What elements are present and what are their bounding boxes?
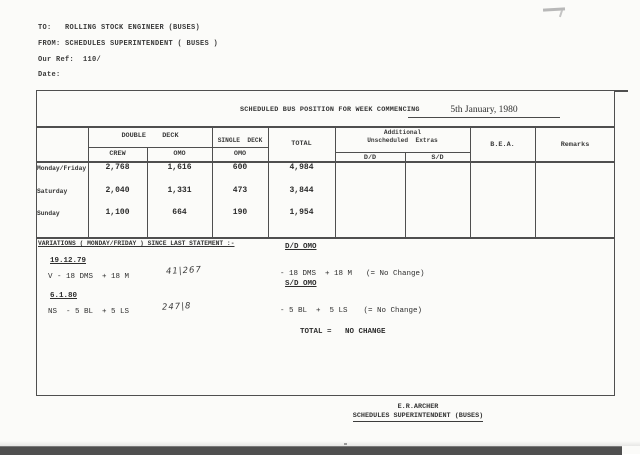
row-label: Sunday (37, 210, 60, 217)
subheader-sd-extra: S/D (431, 154, 444, 162)
signature-name: E.R.ARCHER (397, 403, 439, 411)
row-label: Saturday (37, 188, 68, 195)
subheader-dd-omo: OMO (173, 150, 186, 158)
summary-dd-heading: D/D OMO (285, 243, 317, 251)
week-commencing-field (408, 99, 560, 118)
header-remarks: Remarks (560, 141, 590, 149)
cell-crew: 2,040 (105, 186, 130, 195)
cell-sd-omo: 600 (232, 163, 248, 172)
scan-artifact-speck (559, 10, 563, 17)
memo-from-line: FROM: SCHEDULES SUPERINTENDENT ( BUSES ) (38, 40, 219, 48)
cell-total: 3,844 (289, 186, 314, 195)
cell-dd-omo: 664 (172, 208, 187, 217)
signature-title (343, 412, 493, 422)
week-commencing-date: 5th January, 1980 (450, 105, 518, 115)
scan-artifact-dot (344, 443, 347, 445)
variation-entry-text: V - 18 DMS + 18 M (48, 273, 130, 281)
row-label: Monday/Friday (37, 165, 87, 172)
header-double-deck: DOUBLE DECK (121, 132, 179, 140)
subheader-crew: CREW (109, 150, 126, 158)
variations-heading: VARIATIONS ( MONDAY/FRIDAY ) SINCE LAST STATEMENT :- (38, 240, 235, 247)
cell-crew: 2,768 (105, 163, 130, 172)
subheader-dd-extra: D/D (363, 154, 377, 162)
grid-line (405, 152, 406, 237)
header-single-deck: SINGLE DECK (217, 137, 263, 144)
summary-dd-note: (= No Change) (366, 270, 425, 278)
handwritten-note: 247|8 (161, 301, 192, 313)
cell-sd-omo: 190 (232, 208, 248, 217)
summary-sd-heading: S/D OMO (285, 280, 317, 288)
grid-line (36, 237, 615, 239)
summary-total-line: TOTAL = NO CHANGE (300, 328, 386, 336)
cell-sd-omo: 473 (232, 186, 248, 195)
cell-total: 1,954 (289, 208, 314, 217)
form-title: SCHEDULED BUS POSITION FOR WEEK COMMENCING (240, 106, 420, 114)
memo-to-line: TO: ROLLING STOCK ENGINEER (BUSES) (38, 24, 201, 32)
header-extras-line2: Unscheduled Extras (367, 137, 438, 144)
cell-crew: 1,100 (105, 208, 130, 217)
header-total: TOTAL (291, 140, 312, 148)
header-bea: B.E.A. (490, 141, 515, 149)
subheader-sd-omo: OMO (233, 150, 247, 158)
cell-dd-omo: 1,616 (167, 163, 192, 172)
memo-date-line: Date: (38, 71, 61, 79)
grid-line (88, 126, 89, 237)
summary-dd-change: - 18 DMS + 18 M (280, 270, 353, 278)
handwritten-note: 41|267 (165, 265, 203, 277)
summary-sd-change: - 5 BL + 5 LS (280, 307, 348, 315)
summary-sd-note: (= No Change) (363, 307, 423, 315)
memo-ref-line: Our Ref: 110/ (38, 56, 102, 64)
grid-line (335, 152, 470, 153)
variation-entry-date: 19.12.79 (50, 257, 87, 265)
signature-title-text: SCHEDULES SUPERINTENDENT (BUSES) (352, 412, 484, 420)
cell-total: 4,984 (289, 163, 314, 172)
cell-dd-omo: 1,331 (167, 186, 192, 195)
grid-line (36, 126, 615, 128)
grid-line (88, 147, 268, 148)
scan-line-overshoot (615, 90, 628, 92)
variation-entry-text: NS - 5 BL + 5 LS (48, 308, 130, 316)
variation-entry-date: 6.1.80 (50, 292, 78, 300)
summary-sd-line (262, 299, 422, 323)
header-extras-line1: Additional (383, 129, 422, 136)
